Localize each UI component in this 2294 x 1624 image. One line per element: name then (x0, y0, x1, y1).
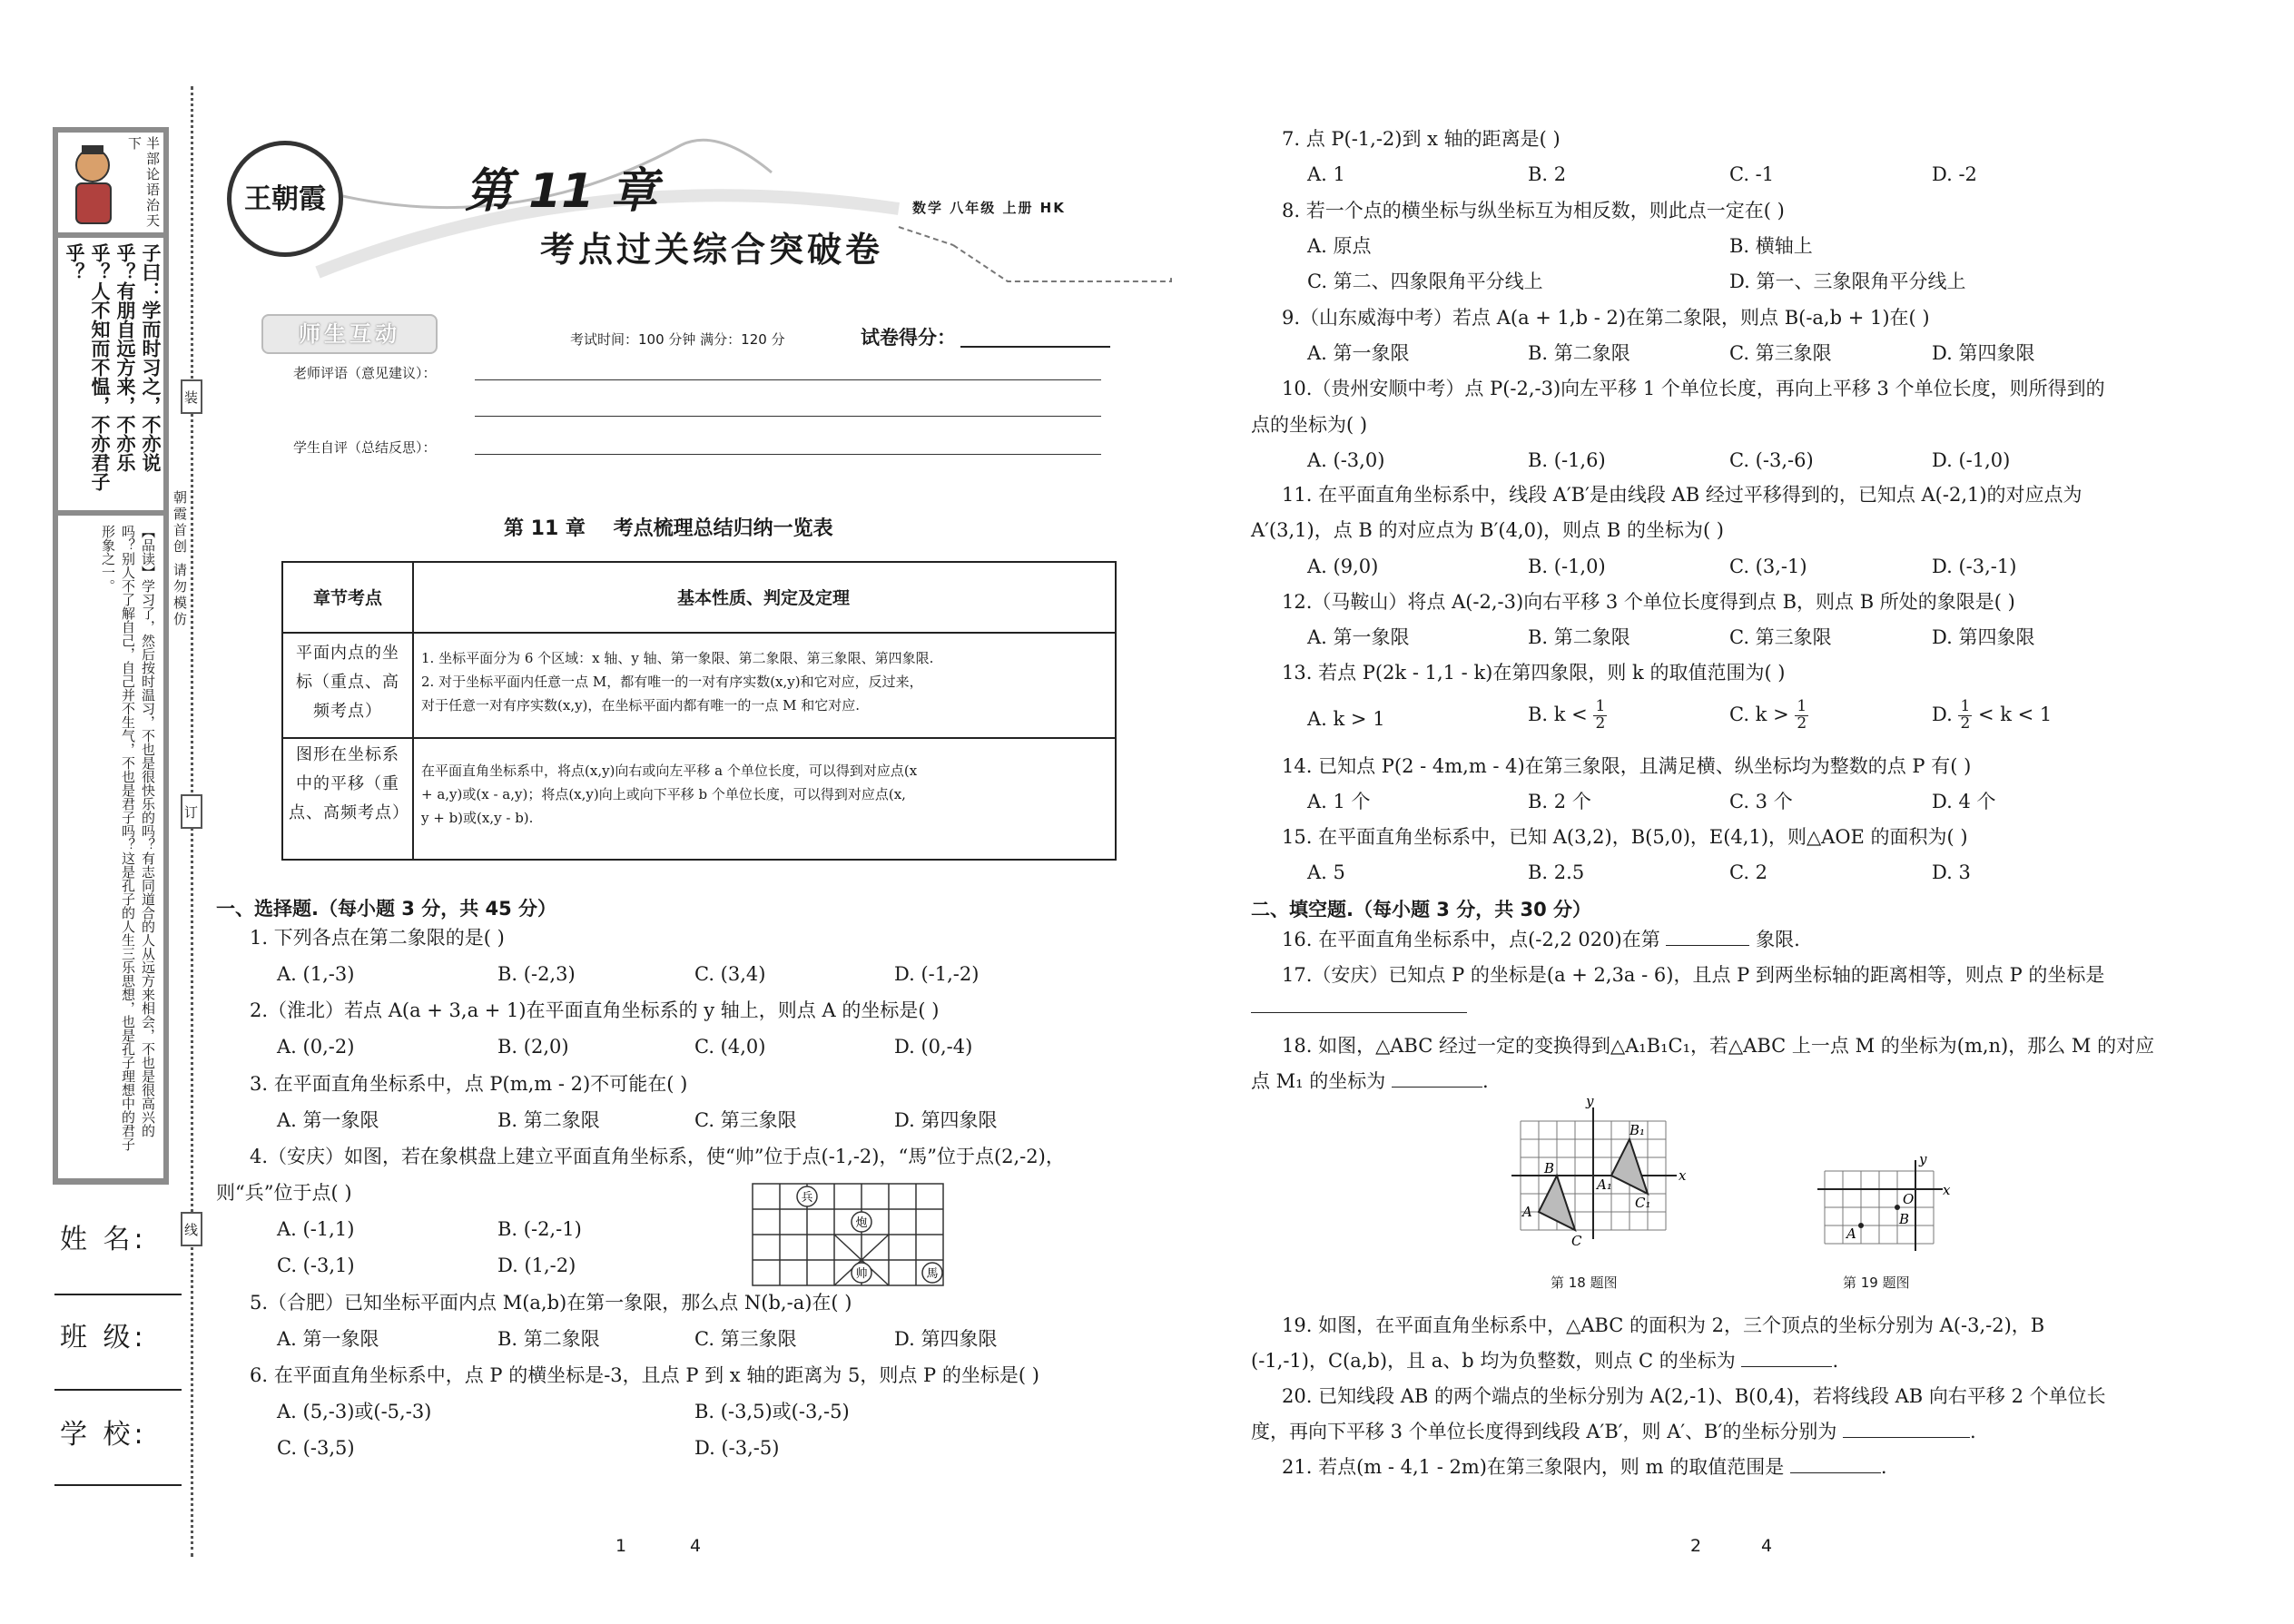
question-12-stem: 12.（马鞍山）将点 A(-2,-3)向右平移 3 个单位长度得到点 B，则点 B 所处的象限是( ) (1282, 591, 2015, 613)
answer-blank-16[interactable] (1666, 945, 1749, 946)
question-4-option-d[interactable]: D. (1,-2) (497, 1255, 576, 1276)
table-header-topic: 章节考点 (312, 588, 382, 608)
svg-text:C₁: C₁ (1635, 1195, 1651, 1211)
question-17: 17.（安庆）已知点 P 的坐标是(a + 2,3a - 6)，且点 P 到两坐标轴的距离相等，则点 P 的坐标是 (1282, 964, 2105, 986)
question-13-option-d[interactable]: D. $\frac{1}{2}$ < k < 1 (1932, 697, 2053, 733)
question-21: 21. 若点(m - 4,1 - 2m)在第三象限内，则 m 的取值范围是 . (1282, 1456, 1887, 1478)
chess-label: 兵 (801, 1191, 813, 1205)
chess-label: 馬 (926, 1267, 939, 1281)
question-1-option-d[interactable]: D. (-1,-2) (894, 963, 980, 985)
question-15-option-b[interactable]: B. 2.5 (1528, 861, 1585, 883)
question-15-stem: 15. 在平面直角坐标系中，已知 A(3,2)，B(5,0)，E(4,1)，则△AOE 的面积为( ) (1282, 826, 1968, 848)
question-9-option-c[interactable]: C. 第三象限 (1729, 342, 1832, 364)
question-19: 19. 如图，在平面直角坐标系中，△ABC 的面积为 2，三个顶点的坐标分别为 A(-3,-2)，B (1282, 1314, 2045, 1336)
quote-box (58, 238, 163, 510)
student-comment-line[interactable] (475, 454, 1101, 455)
figure-19 (1807, 1153, 1961, 1262)
question-11-stem-cont: A′(3,1)，点 B 的对应点为 B′(4,0)，则点 B 的坐标为( ) (1251, 519, 1724, 541)
section-2-title: 二、填空题.（每小题 3 分，共 30 分） (1251, 899, 1592, 920)
svg-text:x: x (1943, 1182, 1951, 1198)
question-5-option-d[interactable]: D. 第四象限 (894, 1328, 998, 1350)
question-7-option-d[interactable]: D. -2 (1932, 163, 1977, 185)
question-4-stem-cont: 则“兵”位于点( ) (216, 1182, 352, 1204)
brand-logo (227, 141, 343, 257)
question-20: 20. 已知线段 AB 的两个端点的坐标分别为 A(2,-1)、B(0,4)，若将线段 AB 向右平移 2 个单位长 (1282, 1385, 2106, 1407)
question-15-option-a[interactable]: A. 5 (1307, 861, 1345, 883)
question-10-stem-cont: 点的坐标为( ) (1251, 414, 1368, 436)
page-number-right: 2 (1690, 1536, 1702, 1556)
question-15-option-c[interactable]: C. 2 (1729, 861, 1768, 883)
question-7-option-a[interactable]: A. 1 (1307, 163, 1345, 185)
score-label: 试卷得分： (861, 327, 956, 349)
school-field[interactable] (54, 1484, 182, 1486)
svg-text:C: C (1571, 1233, 1582, 1249)
question-8-option-b[interactable]: B. 横轴上 (1729, 235, 1813, 257)
question-12-option-b[interactable]: B. 第二象限 (1528, 626, 1630, 648)
page-total-right: 4 (1761, 1536, 1773, 1556)
name-field[interactable] (54, 1294, 182, 1295)
question-1-option-c[interactable]: C. (3,4) (694, 963, 766, 985)
question-13-stem: 13. 若点 P(2k - 1,1 - k)在第四象限，则 k 的取值范围为( ) (1282, 662, 1786, 684)
question-11-option-c[interactable]: C. (3,-1) (1729, 556, 1807, 577)
question-10-stem: 10.（贵州安顺中考）点 P(-2,-3)向左平移 1 个单位长度，再向上平移 3 个单位长度，则所得到的 (1282, 378, 2105, 399)
question-10-option-a[interactable]: A. (-3,0) (1307, 449, 1385, 471)
question-18: 18. 如图，△ABC 经过一定的变换得到△A₁B₁C₁，若△ABC 上一点 M 的坐标为(m,n)，那么 M 的对应 (1282, 1035, 2155, 1057)
svg-text:B: B (1544, 1160, 1555, 1176)
svg-text:O: O (1903, 1191, 1915, 1207)
cut-label-2: 订 (181, 794, 202, 829)
question-2-option-a[interactable]: A. (0,-2) (277, 1036, 355, 1058)
table-row: 在平面直角坐标系中，将点(x,y)向右或向左平移 a 个单位长度，可以得到对应点(x + a,y)或(x - a,y)；将点(x,y)向上或向下平移 b 个单位长度，可以得到对应点(x, y + b)或(x,y - b). (421, 763, 918, 826)
question-6-option-d[interactable]: D. (-3,-5) (694, 1437, 780, 1459)
question-1-option-a[interactable]: A. (1,-3) (277, 963, 355, 985)
page-subtitle: 考点过关综合突破卷 (540, 229, 884, 270)
question-8-stem: 8. 若一个点的横坐标与纵坐标互为相反数，则此点一定在( ) (1282, 200, 1785, 221)
svg-text:A₁: A₁ (1597, 1176, 1612, 1193)
question-3-option-a[interactable]: A. 第一象限 (277, 1109, 379, 1131)
fraction-half: $\frac{1}{2}$ (1960, 697, 1971, 733)
triangle-a1b1c1 (1611, 1139, 1648, 1194)
question-5-option-c[interactable]: C. 第三象限 (694, 1328, 797, 1350)
question-6-option-c[interactable]: C. (-3,5) (277, 1437, 355, 1459)
question-5-stem: 5.（合肥）已知坐标平面内点 M(a,b)在第一象限，那么点 N(b,-a)在( ) (250, 1292, 852, 1314)
fraction-half: $\frac{1}{2}$ (1595, 697, 1606, 733)
table-title: 第 11 章 考点梳理总结归纳一览表 (504, 517, 833, 540)
section-1-title: 一、选择题.（每小题 3 分，共 45 分） (216, 898, 557, 920)
question-12-option-d[interactable]: D. 第四象限 (1932, 626, 2035, 648)
table-row-topic: 平面内点的坐标（重点、高频考点） (296, 644, 399, 721)
answer-blank-18[interactable] (1392, 1087, 1482, 1088)
question-13-option-b[interactable]: B. k < $\frac{1}{2}$ (1528, 697, 1606, 733)
interaction-badge: 师生互动 (261, 314, 438, 354)
svg-text:y: y (1586, 1093, 1594, 1109)
svg-text:y: y (1919, 1151, 1927, 1167)
question-2-option-b[interactable]: B. (2,0) (497, 1036, 569, 1058)
question-9-option-b[interactable]: B. 第二象限 (1528, 342, 1630, 364)
cut-label-3: 线 (181, 1212, 202, 1246)
question-14-option-d[interactable]: D. 4 个 (1932, 791, 1996, 812)
question-3-stem: 3. 在平面直角坐标系中，点 P(m,m - 2)不可能在( ) (250, 1073, 688, 1095)
question-2-option-d[interactable]: D. (0,-4) (894, 1036, 973, 1058)
reading-text: 【品读】学习了，然后按时温习，不也是很快乐的吗？有志同道合的人从远方来相会，不也是很高兴的吗？别人不了解自己，自己并不生气，不也是君子吗？这是孔子的人生三乐思想，也是孔子理想中的君子形象之一。 (100, 525, 156, 1151)
point-b (1895, 1205, 1900, 1210)
triangle-abc (1539, 1176, 1575, 1230)
page-number-left: 1 (615, 1536, 627, 1556)
student-comment-label: 学生自评（总结反思）： (293, 439, 437, 456)
chess-label: 帅 (855, 1267, 868, 1281)
question-13-option-c[interactable]: C. k > $\frac{1}{2}$ (1729, 697, 1807, 733)
question-4-option-a[interactable]: A. (-1,1) (277, 1218, 355, 1240)
question-11-option-b[interactable]: B. (-1,0) (1528, 556, 1606, 577)
copyright-note: 朝霞首创 请勿模仿 (172, 490, 188, 628)
table-header-content: 基本性质、判定及定理 (676, 588, 850, 608)
side-strip (53, 127, 169, 1185)
answer-blank-17[interactable] (1251, 1012, 1467, 1013)
chess-label: 炮 (855, 1216, 868, 1230)
question-6-stem: 6. 在平面直角坐标系中，点 P 的横坐标是-3，且点 P 到 x 轴的距离为 5，则点 P 的坐标是( ) (250, 1364, 1039, 1386)
question-9-option-d[interactable]: D. 第四象限 (1932, 342, 2035, 364)
fraction-half: $\frac{1}{2}$ (1797, 697, 1807, 733)
question-9-option-a[interactable]: A. 第一象限 (1307, 342, 1410, 364)
question-15-option-d[interactable]: D. 3 (1932, 861, 1971, 883)
question-5-option-a[interactable]: A. 第一象限 (277, 1328, 379, 1350)
chessboard-figure (749, 1180, 949, 1291)
question-8-option-d[interactable]: D. 第一、三象限角平分线上 (1729, 271, 1966, 292)
chapter-title: 第 11 章 (465, 164, 658, 219)
subject-tag: 数学 八年级 上册 HK (912, 200, 1066, 216)
question-10-option-c[interactable]: C. (-3,-6) (1729, 449, 1814, 471)
question-4-option-c[interactable]: C. (-3,1) (277, 1255, 355, 1276)
question-3-option-d[interactable]: D. 第四象限 (894, 1109, 998, 1131)
question-19-cont: (-1,-1)，C(a,b)，且 a、b 均为负整数，则点 C 的坐标为 . (1251, 1350, 1839, 1372)
svg-text:B₁: B₁ (1629, 1122, 1646, 1138)
logo-text: 半部论语治天下 (126, 136, 161, 229)
school-label: 学 校: (60, 1419, 147, 1451)
question-11-stem: 11. 在平面直角坐标系中，线段 A′B′是由线段 AB 经过平移得到的，已知点 A(-2,1)的对应点为 (1282, 484, 2082, 506)
question-10-option-b[interactable]: B. (-1,6) (1528, 449, 1606, 471)
question-20-cont: 度，再向下平移 3 个单位长度得到线段 A′B′，则 A′、B′的坐标分别为 . (1251, 1421, 1976, 1442)
question-6-option-a[interactable]: A. (5,-3)或(-5,-3) (277, 1401, 432, 1422)
question-9-stem: 9.（山东威海中考）若点 A(a + 1,b - 2)在第二象限，则点 B(-a,b + 1)在( ) (1282, 307, 1930, 329)
question-8-option-c[interactable]: C. 第二、四象限角平分线上 (1307, 271, 1543, 292)
question-3-option-b[interactable]: B. 第二象限 (497, 1109, 600, 1131)
answer-blank-21[interactable] (1790, 1472, 1881, 1473)
question-11-option-a[interactable]: A. (9,0) (1307, 556, 1379, 577)
teacher-comment-label: 老师评语（意见建议）： (293, 365, 437, 381)
figure-19-caption: 第 19 题图 (1843, 1275, 1910, 1291)
svg-text:A: A (1522, 1204, 1532, 1220)
svg-text:x: x (1679, 1167, 1687, 1184)
teacher-comment-line-2[interactable] (475, 416, 1101, 417)
svg-text:B: B (1899, 1211, 1910, 1227)
question-14-option-a[interactable]: A. 1 个 (1307, 791, 1371, 812)
table-row-topic: 图形在坐标系中的平移（重点、高频考点） (289, 745, 409, 822)
question-14-stem: 14. 已知点 P(2 - 4m,m - 4)在第三象限，且满足横、纵坐标均为整数的点 P 有( ) (1282, 755, 1972, 777)
answer-blank-20[interactable] (1843, 1437, 1970, 1438)
question-7-option-b[interactable]: B. 2 (1528, 163, 1567, 185)
answer-blank-19[interactable] (1741, 1366, 1832, 1367)
class-field[interactable] (54, 1389, 182, 1391)
question-5-option-b[interactable]: B. 第二象限 (497, 1328, 600, 1350)
score-field[interactable] (960, 346, 1110, 348)
exam-info: 考试时间：100 分钟 满分：120 分 (570, 331, 785, 348)
question-7-stem: 7. 点 P(-1,-2)到 x 轴的距离是( ) (1282, 128, 1561, 150)
question-12-option-a[interactable]: A. 第一象限 (1307, 626, 1410, 648)
figure-18 (1502, 1089, 1687, 1262)
question-14-option-b[interactable]: B. 2 个 (1528, 791, 1591, 812)
question-6-option-b[interactable]: B. (-3,5)或(-3,-5) (694, 1401, 850, 1422)
question-16: 16. 在平面直角坐标系中，点(-2,2 020)在第 象限. (1282, 929, 1800, 950)
point-a (1858, 1223, 1864, 1228)
question-1-stem: 1. 下列各点在第二象限的是( ) (250, 927, 505, 949)
svg-text:A: A (1846, 1225, 1856, 1242)
question-8-option-a[interactable]: A. 原点 (1307, 235, 1372, 257)
page-total-left: 4 (690, 1536, 702, 1556)
question-14-option-c[interactable]: C. 3 个 (1729, 791, 1793, 812)
question-13-option-a[interactable]: A. k > 1 (1307, 708, 1385, 730)
question-12-option-c[interactable]: C. 第三象限 (1729, 626, 1832, 648)
question-4-stem: 4.（安庆）如图，若在象棋盘上建立平面直角坐标系，使“帅”位于点(-1,-2)，“馬”位于点(2,-2)， (250, 1146, 1065, 1167)
question-7-option-c[interactable]: C. -1 (1729, 163, 1775, 185)
question-10-option-d[interactable]: D. (-1,0) (1932, 449, 2011, 471)
brand-logo-text: 王朝霞 (244, 183, 326, 215)
question-11-option-d[interactable]: D. (-3,-1) (1932, 556, 2017, 577)
reading-box (58, 516, 163, 1178)
question-4-option-b[interactable]: B. (-2,-1) (497, 1218, 582, 1240)
table-row: 1. 坐标平面分为 6 个区域：x 轴、y 轴、第一象限、第二象限、第三象限、第四象限. 2. 对于坐标平面内任意一点 M，都有唯一的一对有序实数(x,y)和它对应，反过来， 对于任意一对有序实数(x,y)，在坐标平面内都有唯一的一点 M 和它对应. (421, 650, 934, 714)
question-2-stem: 2.（淮北）若点 A(a + 3,a + 1)在平面直角坐标系的 y 轴上，则点 A 的坐标是( ) (250, 999, 940, 1021)
question-3-option-c[interactable]: C. 第三象限 (694, 1109, 797, 1131)
cut-label-1: 装 (181, 379, 202, 414)
teacher-comment-line-1[interactable] (475, 379, 1101, 380)
name-label: 姓 名: (60, 1224, 147, 1255)
figure-18-caption: 第 18 题图 (1551, 1275, 1618, 1291)
confucius-portrait (58, 133, 163, 232)
class-label: 班 级: (60, 1322, 147, 1353)
confucius-quote: 子曰：学而时习之，不亦说乎？有朋自远方来，不亦乐乎？人不知而不愠，不亦君子乎？ (64, 243, 162, 491)
question-2-option-c[interactable]: C. (4,0) (694, 1036, 766, 1058)
summary-table (281, 561, 1117, 861)
question-18-cont: 点 M₁ 的坐标为 . (1251, 1070, 1489, 1092)
question-1-option-b[interactable]: B. (-2,3) (497, 963, 576, 985)
